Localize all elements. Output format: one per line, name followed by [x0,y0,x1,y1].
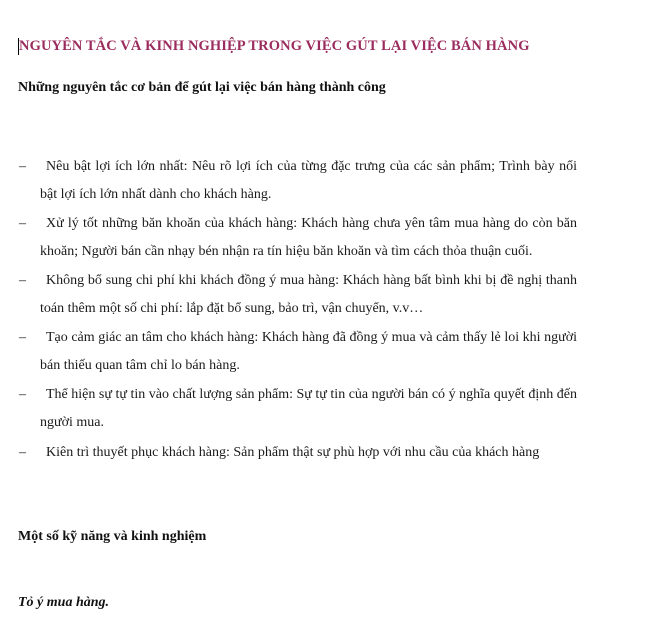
list-item-text: Tạo cảm giác an tâm cho khách hàng: Khách hàng đã đồng ý mua và cảm thấy lẻ loi khi người bán thiếu quan tâm chỉ lo bán hàng. [40,330,577,373]
bullet-dash: – [19,330,26,345]
principles-list [0,153,653,467]
subsection-heading: Tỏ ý mua hàng. [18,595,110,610]
list-item-text: Không bổ sung chi phí khi khách đồng ý mua hàng: Khách hàng bất bình khi bị đề nghị thanh toán thêm một số chi phí: lắp đặt bổ sung, bảo trì, vận chuyển, v.v… [40,273,577,316]
list-item [0,381,577,437]
list-item-text: Nêu bật lợi ích lớn nhất: Nêu rõ lợi ích của từng đặc trưng của các sản phẩm; Trình bày nổi bật lợi ích lớn nhất dành cho khách hàng. [40,159,577,202]
list-item-text: Thể hiện sự tự tin vào chất lượng sản phẩm: Sự tự tin của người bán có ý nghĩa quyết định đến người mua. [40,387,577,430]
bullet-dash: – [19,216,26,231]
list-item [0,210,577,266]
section-heading-skills: Một số kỹ năng và kinh nghiệm [18,529,207,544]
list-item [0,324,577,380]
list-item-text: Xử lý tốt những băn khoăn của khách hàng: Khách hàng chưa yên tâm mua hàng do còn băn khoăn; Người bán cần nhạy bén nhận ra tín hiệu băn khoăn và tìm cách thỏa thuận cuối. [40,216,577,259]
document-title: NGUYÊN TẮC VÀ KINH NGHIỆP TRONG VIỆC GÚT LẠI VIỆC BÁN HÀNG [19,38,530,54]
bullet-dash: – [19,273,26,288]
list-item-text: Kiên trì thuyết phục khách hàng: Sản phẩm thật sự phù hợp với nhu cầu của khách hàng [46,445,540,460]
section-heading-principles: Những nguyên tắc cơ bản để gút lại việc bán hàng thành công [18,80,386,95]
list-item [0,153,577,209]
bullet-dash: – [19,387,26,402]
list-item [0,439,577,467]
bullet-dash: – [19,445,26,460]
list-item [0,267,577,323]
bullet-dash: – [19,159,26,174]
